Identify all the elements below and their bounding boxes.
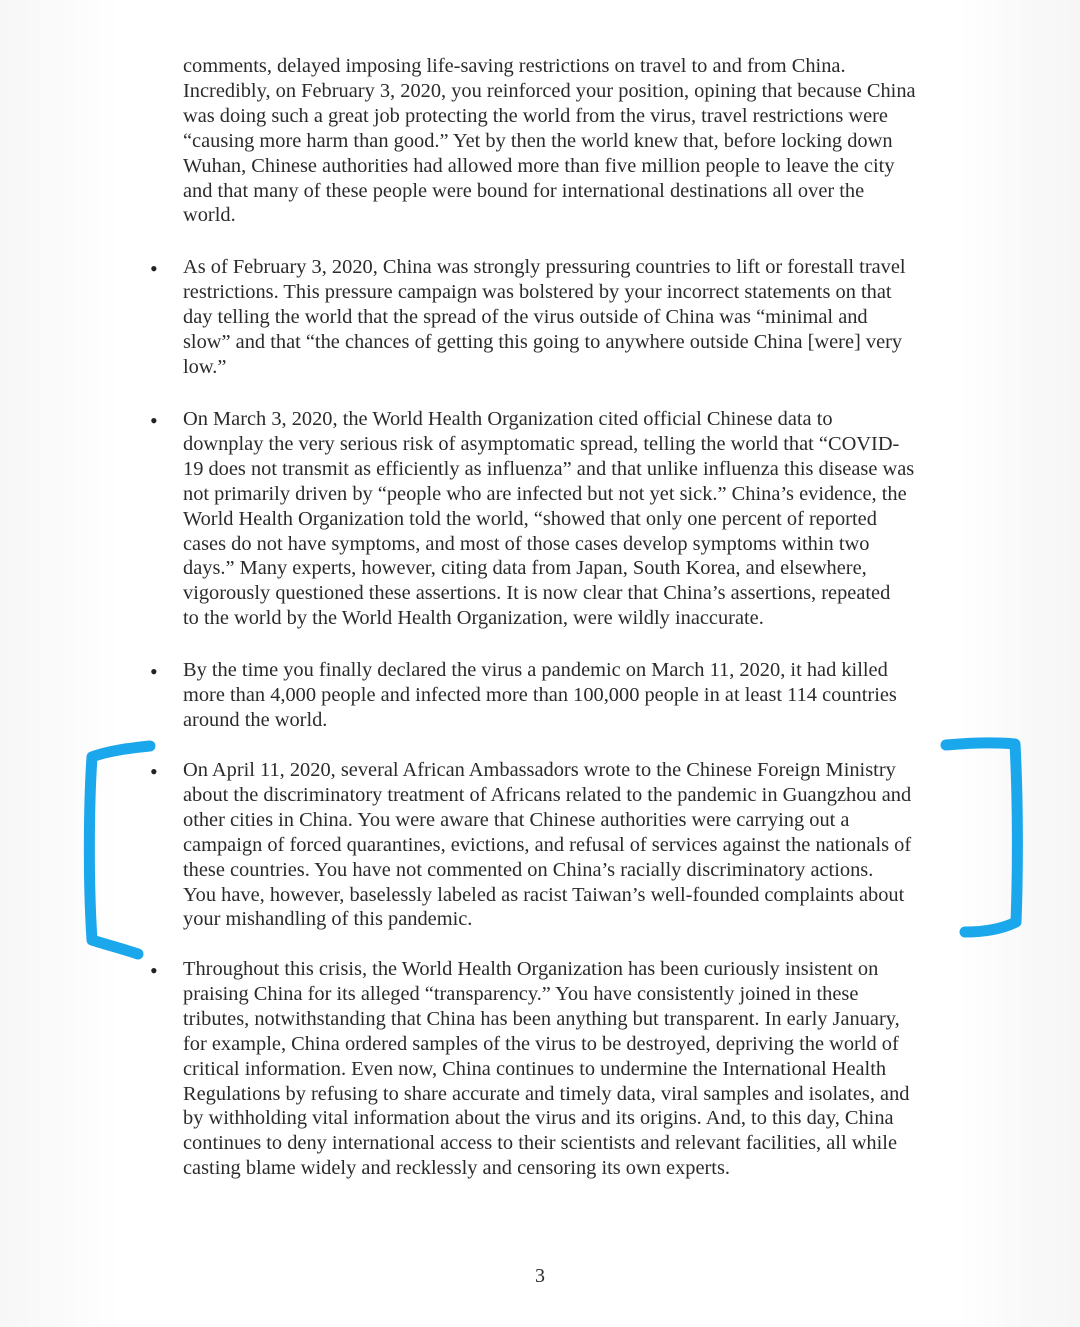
- text-line: about the discriminatory treatment of Africans related to the pandemic in Guangzhou and: [183, 783, 912, 806]
- text-line: tributes, notwithstanding that China has been anything but transparent. In early January,: [183, 1007, 900, 1030]
- text-line: days.” Many experts, however, citing data from Japan, South Korea, and elsewhere,: [183, 557, 867, 580]
- text-line: more than 4,000 people and infected more than 100,000 people in at least 114 countries: [183, 683, 897, 706]
- text-line: critical information. Even now, China continues to undermine the International Health: [183, 1057, 887, 1080]
- bullet-paragraph-pandemic-declaration: [183, 658, 973, 733]
- text-line: On April 11, 2020, several African Ambassadors wrote to the Chinese Foreign Ministry: [183, 759, 896, 781]
- text-line: restrictions. This pressure campaign was bolstered by your incorrect statements on that: [183, 280, 892, 303]
- text-line: your mishandling of this pandemic.: [183, 908, 473, 931]
- text-line: cases do not have symptoms, and most of those cases develop symptoms within two: [183, 532, 870, 555]
- text-line: continues to deny international access to their scientists and relevant facilities, all while: [183, 1132, 898, 1155]
- text-line: around the world.: [183, 708, 328, 731]
- left-bracket-icon: [89, 746, 150, 954]
- bullet-marker: •: [150, 408, 158, 433]
- text-line: Wuhan, Chinese authorities had allowed more than five million people to leave the city: [183, 154, 895, 177]
- text-line: praising China for its alleged “transparency.” You have consistently joined in these: [183, 982, 859, 1005]
- text-line: casting blame widely and recklessly and censoring its own experts.: [183, 1157, 731, 1180]
- text-line: comments, delayed imposing life-saving restrictions on travel to and from China.: [183, 55, 846, 77]
- bullet-paragraph-transparency: [183, 957, 973, 1181]
- text-line: low.”: [183, 355, 227, 378]
- text-line: Throughout this crisis, the World Health Organization has been curiously insistent on: [183, 958, 879, 980]
- text-line: to the world by the World Health Organization, were wildly inaccurate.: [183, 607, 764, 630]
- text-line: day telling the world that the spread of the virus outside of China was “minimal and: [183, 305, 868, 328]
- bullet-marker: •: [150, 659, 158, 684]
- bullet-paragraph-asymptomatic-spread: [183, 407, 973, 631]
- text-line: downplay the very serious risk of asymptomatic spread, telling the world that “COVID-: [183, 432, 900, 455]
- text-line: You have, however, baselessly labeled as racist Taiwan’s well-founded complaints about: [183, 883, 905, 906]
- text-line: and that many of these people were bound for international destinations all over the: [183, 179, 865, 202]
- intro-paragraph: [183, 54, 973, 228]
- text-line: vigorously questioned these assertions. It is now clear that China’s assertions, repeated: [183, 582, 891, 605]
- bullet-marker: •: [150, 958, 158, 983]
- bullet-marker: •: [150, 759, 158, 784]
- text-line: world.: [183, 204, 236, 227]
- bullet-paragraph-african-ambassadors: [183, 758, 973, 932]
- text-line: was doing such a great job protecting the world from the virus, travel restrictions were: [183, 104, 888, 127]
- text-line: Incredibly, on February 3, 2020, you reinforced your position, opining that because China: [183, 79, 916, 102]
- text-line: As of February 3, 2020, China was strongly pressuring countries to lift or forestall travel: [183, 256, 906, 278]
- text-line: 19 does not transmit as efficiently as influenza” and that unlike influenza this disease was: [183, 457, 915, 480]
- text-line: other cities in China. You were aware that Chinese authorities were carrying out a: [183, 808, 850, 831]
- text-line: slow” and that “the chances of getting this going to anywhere outside China [were] very: [183, 330, 903, 353]
- text-line: Regulations by refusing to share accurate and timely data, viral samples and isolates, and: [183, 1082, 910, 1105]
- text-line: by withholding vital information about the virus and its origins. And, to this day, China: [183, 1107, 894, 1130]
- text-line: World Health Organization told the world, “showed that only one percent of reported: [183, 507, 877, 530]
- bullet-paragraph-travel-pressure: [183, 255, 973, 380]
- text-line: By the time you finally declared the virus a pandemic on March 11, 2020, it had killed: [183, 659, 888, 681]
- text-line: not primarily driven by “people who are infected but not yet sick.” China’s evidence, the: [183, 482, 907, 505]
- text-line: these countries. You have not commented on China’s racially discriminatory actions.: [183, 858, 874, 881]
- text-line: campaign of forced quarantines, evictions, and refusal of services against the nationals of: [183, 833, 912, 856]
- text-line: On March 3, 2020, the World Health Organization cited official Chinese data to: [183, 408, 833, 430]
- text-line: for example, China ordered samples of the virus to be destroyed, depriving the world of: [183, 1032, 899, 1055]
- text-line: “causing more harm than good.” Yet by then the world knew that, before locking down: [183, 129, 893, 152]
- bullet-marker: •: [150, 256, 158, 281]
- page-number: 3: [535, 1265, 545, 1287]
